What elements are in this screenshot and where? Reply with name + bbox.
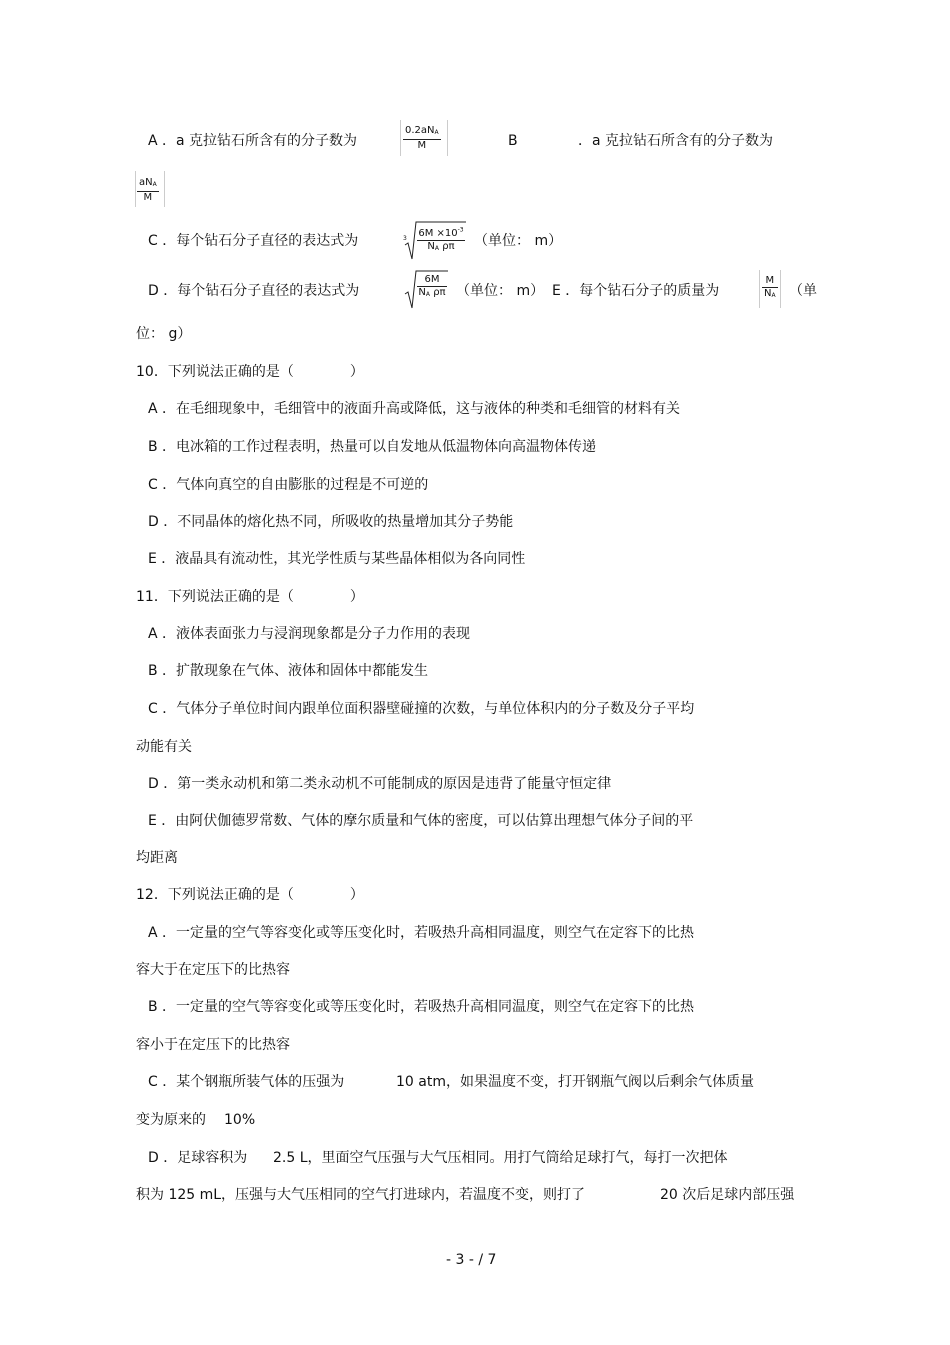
q11-option-c-cont: 动能有关: [136, 739, 192, 755]
q9-option-a[interactable]: A ．a 克拉钻石所含有的分子数为: [148, 133, 358, 149]
q9-c-rad-den-sub: A: [434, 245, 440, 253]
q9-d-rad-den: N: [418, 287, 426, 298]
q11-option-e[interactable]: E ．由阿伏伽德罗常数、气体的摩尔质量和气体的密度，可以估算出理想气体分子间的平: [148, 813, 694, 829]
q9-e-unit-a: （单: [789, 283, 817, 299]
q12-option-c-cont: 变为原来的: [136, 1112, 206, 1128]
q9-a-frac-den: M: [403, 139, 441, 152]
q12-option-a[interactable]: A ．一定量的空气等容变化或等压变化时，若吸热升高相同温度，则空气在定容下的比热: [148, 925, 695, 941]
q12-stem: 12．下列说法正确的是（ ）: [136, 887, 364, 903]
q9-e-frac-den-sub: A: [771, 292, 776, 299]
q12-option-c[interactable]: C ．某个钢瓶所装气体的压强为: [148, 1074, 345, 1090]
q9-option-d[interactable]: D ．每个钻石分子直径的表达式为: [148, 283, 360, 299]
q10-option-c[interactable]: C ．气体向真空的自由膨胀的过程是不可逆的: [148, 477, 429, 493]
q12-option-a-cont: 容大于在定压下的比热容: [136, 962, 290, 978]
q11-option-a[interactable]: A ．液体表面张力与浸润现象都是分子力作用的表现: [148, 626, 471, 642]
q10-stem: 10．下列说法正确的是（ ）: [136, 364, 364, 380]
q11-stem: 11．下列说法正确的是（ ）: [136, 589, 364, 605]
q9-c-unit: （单位： m）: [474, 233, 563, 249]
q9-option-c[interactable]: C ．每个钻石分子直径的表达式为: [148, 233, 359, 249]
q10-option-b[interactable]: B ．电冰箱的工作过程表明，热量可以自发地从低温物体向高温物体传递: [148, 439, 597, 455]
q9-d-unit: （单位： m）: [456, 283, 545, 299]
q11-option-e-cont: 均距离: [136, 850, 178, 866]
q9-e-frac-den: N: [764, 288, 772, 299]
q9-a-frac-num: 0.2aN: [405, 125, 435, 136]
q12-option-c-value: 10 atm，如果温度不变，打开钢瓶气阀以后剩余气体质量: [396, 1074, 754, 1090]
q9-option-e[interactable]: E ．每个钻石分子的质量为: [552, 283, 720, 299]
q9-c-rad-den: N: [427, 241, 435, 253]
q9-a-frac-num-sub: A: [434, 129, 439, 136]
q9-option-b-letter[interactable]: B: [508, 133, 518, 149]
q9-e-formula-box: [759, 270, 781, 308]
q9-d-rad-den-rest: ρπ: [433, 287, 446, 298]
q12-option-d-rest: 2.5 L，里面空气压强与大气压相同。用打气筒给足球打气，每打一次把体: [273, 1150, 728, 1166]
q9-d-rad-den-sub: A: [425, 291, 431, 298]
q9-c-cube-root: [403, 219, 467, 261]
q9-d-rad-num: 6M: [424, 274, 440, 285]
q12-option-d-cont: 积为 125 mL，压强与大气压相同的空气打进球内，若温度不变，则打了: [136, 1187, 586, 1203]
q9-c-rad-den-rest: ρπ: [442, 241, 455, 253]
page-number: - 3 - / 7: [446, 1252, 497, 1268]
q9-c-root-index: 3: [403, 235, 407, 242]
q10-option-e[interactable]: E ．液晶具有流动性，其光学性质与某些晶体相似为各向同性: [148, 551, 526, 567]
q12-option-b-cont: 容小于在定压下的比热容: [136, 1037, 290, 1053]
q12-option-b[interactable]: B ．一定量的空气等容变化或等压变化时，若吸热升高相同温度，则空气在定容下的比热: [148, 999, 695, 1015]
q9-option-b[interactable]: ．a 克拉钻石所含有的分子数为: [578, 133, 774, 149]
q9-b-frac-den: M: [137, 191, 159, 204]
q9-c-rad-num-sup: -3: [457, 227, 464, 234]
q9-b-frac-num-sub: A: [152, 181, 157, 188]
q11-option-d[interactable]: D ．第一类永动机和第二类永动机不可能制成的原因是违背了能量守恒定律: [148, 776, 612, 792]
q9-e-unit-b: 位： g）: [136, 326, 192, 342]
q10-option-d[interactable]: D ．不同晶体的熔化热不同，所吸收的热量增加其分子势能: [148, 514, 514, 530]
q9-c-rad-num: 6M ×10: [418, 228, 458, 240]
q12-option-c-percent: 10%: [224, 1112, 256, 1128]
q9-a-formula-box: [400, 120, 448, 156]
q11-option-b[interactable]: B ．扩散现象在气体、液体和固体中都能发生: [148, 663, 429, 679]
q9-b-frac-num: aN: [139, 177, 153, 188]
q9-e-frac-num: M: [765, 275, 775, 286]
q10-option-a[interactable]: A ．在毛细现象中，毛细管中的液面升高或降低，这与液体的种类和毛细管的材料有关: [148, 401, 681, 417]
q9-d-square-root: [403, 268, 449, 310]
q11-option-c[interactable]: C ．气体分子单位时间内跟单位面积器壁碰撞的次数，与单位体积内的分子数及分子平均: [148, 701, 695, 717]
q12-option-d-cont-end: 20 次后足球内部压强: [660, 1187, 795, 1203]
q12-option-d[interactable]: D ．足球容积为: [148, 1150, 248, 1166]
q9-b-formula-box: [135, 171, 165, 207]
